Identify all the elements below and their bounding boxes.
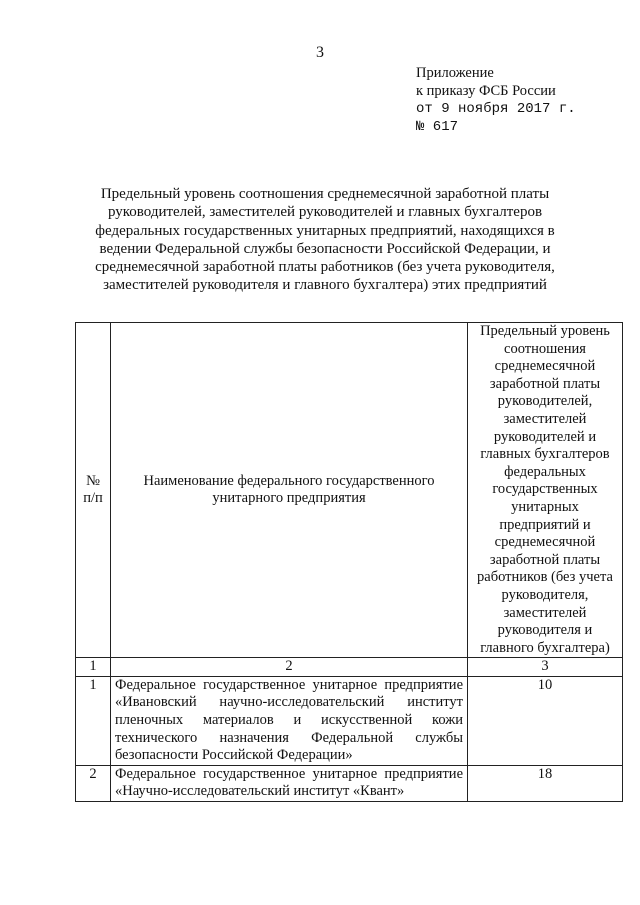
column-number: 1 — [76, 658, 111, 677]
document-title: Предельный уровень соотношения среднемесячной заработной платы руководителей, заместителей руководителей и главных бухгалтеров федеральных государственных унитарных предприятий, находящихся в ведении Федеральной службы безопасности Российской Федерации, и среднемесячной заработной платы работников (без учета руководителя, заместителей руководителя и главного бухгалтера) этих предприятий — [95, 186, 555, 294]
appendix-number: № 617 — [416, 119, 459, 135]
table-row — [76, 676, 623, 765]
appendix-order: к приказу ФСБ России — [416, 83, 556, 99]
table-header-row — [76, 323, 623, 658]
appendix-block — [416, 64, 576, 136]
header-ratio: Предельный уровень соотношения среднемесячной заработной платы руководителей, заместителей руководителей и главных бухгалтеров федеральных государственных унитарных предприятий и среднемесячной заработной платы работников (без учета руководителя, заместителей руководителя и главного бухгалтера) — [468, 323, 623, 658]
column-number-row — [76, 658, 623, 677]
appendix-date: от 9 ноября 2017 г. — [416, 101, 576, 117]
table-row — [76, 765, 623, 801]
column-number: 2 — [111, 658, 468, 677]
enterprise-name: Федеральное государственное унитарное предприятие «Научно-исследовательский институт «Квант» — [111, 765, 468, 801]
ratio-value: 10 — [468, 676, 623, 765]
row-number: 1 — [76, 676, 111, 765]
page-number: 3 — [316, 44, 324, 61]
appendix-label: Приложение — [416, 65, 494, 81]
enterprise-name: Федеральное государственное унитарное предприятие «Ивановский научно-исследовательский институт пленочных материалов и искусственной кожи технического назначения Федеральной службы безопасности Российской Федерации» — [111, 676, 468, 765]
ratio-value: 18 — [468, 765, 623, 801]
row-number: 2 — [76, 765, 111, 801]
header-number: № п/п — [76, 323, 111, 658]
column-number: 3 — [468, 658, 623, 677]
header-name: Наименование федерального государственного унитарного предприятия — [111, 323, 468, 658]
ratio-table — [75, 322, 623, 802]
